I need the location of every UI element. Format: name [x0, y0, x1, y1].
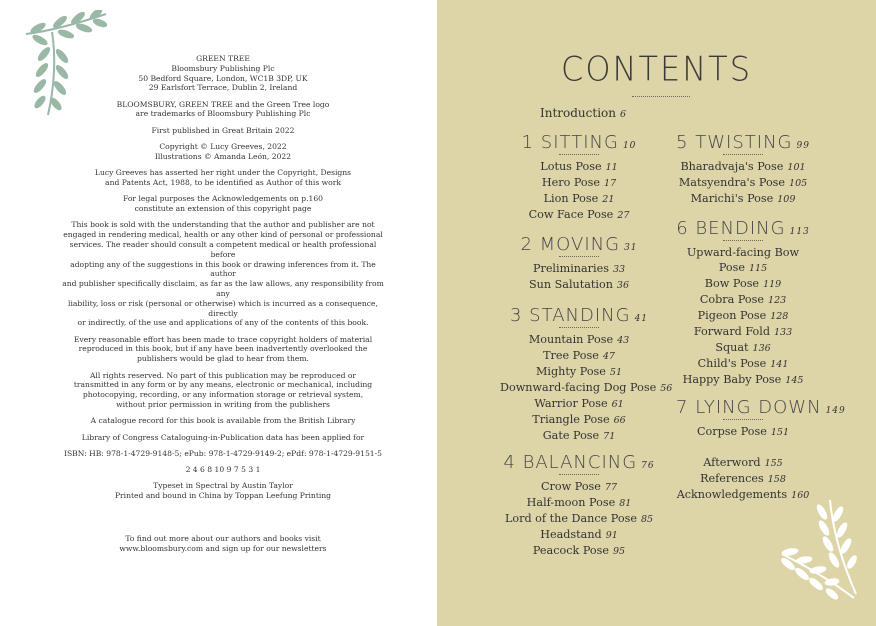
website-notice: To find out more about our authors and books visit www.bloomsbury.com and sign up for our newsletters [119, 534, 327, 553]
toc-entry[interactable]: Mountain Pose 43 [528, 333, 630, 346]
toc-entry[interactable]: Cobra Pose 123 [699, 293, 787, 306]
toc-section-sitting[interactable] [500, 132, 658, 223]
toc-entry[interactable]: Gate Pose 71 [542, 429, 616, 442]
section-heading: 2 MOVING 31 [520, 234, 638, 255]
contents-title: CONTENTS [560, 49, 753, 89]
publisher-address: GREEN TREE Bloomsbury Publishing Plc 50 Bedford Square, London, WC1B 3DP, UK 29 Earlsfort Terrace, Dublin 2, Ireland [138, 54, 308, 93]
print-line: 2 4 6 8 10 9 7 5 3 1 [185, 465, 261, 475]
toc-section-moving[interactable] [500, 234, 658, 293]
toc-entry[interactable]: Hero Pose 17 [541, 176, 617, 189]
toc-entry[interactable]: Preliminaries 33 [532, 262, 626, 275]
toc-entry[interactable]: Marichi's Pose 109 [690, 192, 796, 205]
disclaimer: This book is sold with the understanding that the author and publisher are not engaged in rendering medical, health or any other kind of personal or professional services. The reader should consult a competent medical or health professional before adopting any of the suggestions in this book or drawing inferences from it. The author and publisher specifically disclaim, as far as the law allows, any responsibility from any liability, loss or risk (personal or otherwise) which is incurred as a consequence, directly or indirectly, of the use and applications of any of the contents of this book. [62, 220, 384, 328]
typeset-notice: Typeset in Spectral by Austin Taylor Printed and bound in China by Toppan Leefung Printing [114, 481, 332, 501]
rights-reserved-notice: All rights reserved. No part of this publication may be reproduced or transmitted in any form or by any means, electronic or mechanical, including photocopying, recording, or any information storage or retrieval system, without prior permission in writing from the publishers [73, 370, 373, 409]
copyright-notice: Copyright © Lucy Greeves, 2022 Illustrations © Amanda León, 2022 [154, 142, 292, 161]
section-divider [559, 256, 599, 257]
toc-entry[interactable]: Crow Pose 77 [540, 480, 618, 493]
toc-entry[interactable]: Pigeon Pose 128 [697, 309, 789, 322]
toc-entry-introduction[interactable] [540, 106, 626, 120]
toc-entry[interactable]: Corpse Pose 151 [696, 425, 790, 438]
toc-entry[interactable]: Warrior Pose 61 [534, 397, 624, 410]
section-heading: 7 LYING DOWN 149 [676, 397, 846, 418]
section-heading: 4 BALANCING 76 [503, 452, 655, 473]
toc-entry[interactable]: Lotus Pose 11 [540, 160, 618, 173]
toc-section-balancing[interactable] [500, 452, 658, 559]
toc-entry[interactable]: Bow Pose 119 [704, 277, 782, 290]
toc-section-twisting[interactable] [676, 132, 810, 207]
toc-entry[interactable]: Downward-facing Dog Pose 56 [500, 381, 673, 394]
section-heading: 6 BENDING 113 [676, 218, 810, 239]
section-divider [559, 474, 599, 475]
moral-rights-notice: Lucy Greeves has asserted her right under the Copyright, Designs and Patents Act, 1988, to be identified as Author of this work [94, 168, 352, 187]
toc-section-bending[interactable] [676, 218, 810, 388]
section-heading: 1 SITTING 10 [521, 132, 637, 153]
section-heading: 5 TWISTING 99 [676, 132, 810, 153]
toc-entry[interactable]: Forward Fold 133 [693, 325, 793, 338]
toc-section-standing[interactable] [500, 305, 673, 444]
catalogue-record: A catalogue record for this book is available from the British Library [90, 416, 356, 426]
toc-entry[interactable]: Mighty Pose 51 [535, 365, 623, 378]
toc-entry[interactable]: Bharadvaja's Pose 101 [680, 160, 806, 173]
section-divider [723, 240, 763, 241]
copyright-page [0, 0, 437, 626]
toc-entry[interactable]: Happy Baby Pose 145 [682, 373, 804, 386]
toc-entry-label: Introduction [540, 106, 616, 120]
isbn-line: ISBN: HB: 978-1-4729-9148-5; ePub: 978-1-4729-9149-2; ePdf: 978-1-4729-9151-5 [63, 448, 383, 458]
toc-entry[interactable]: Matsyendra's Pose 105 [678, 176, 808, 189]
copyright-effort-notice: Every reasonable effort has been made to trace copyright holders of material reproduced in this book, but if any have been inadvertently overlooked the publishers would be glad to hear from them. [73, 334, 373, 364]
toc-entry[interactable]: Half-moon Pose 81 [526, 496, 632, 509]
section-divider [723, 154, 763, 155]
section-divider [723, 419, 763, 420]
section-divider [559, 154, 599, 155]
toc-entry[interactable]: Child's Pose 141 [697, 357, 789, 370]
toc-entry[interactable]: Headstand 91 [540, 528, 618, 541]
toc-entry[interactable]: Squat 136 [715, 341, 771, 354]
copyright-imprint [60, 54, 386, 507]
toc-entry[interactable]: Upward-facing Bow Pose 115 [686, 246, 800, 274]
toc-entry-afterword[interactable]: Afterword 155 [703, 456, 783, 469]
section-heading: 3 STANDING 41 [509, 305, 649, 326]
title-divider [632, 96, 690, 97]
trademark-notice: BLOOMSBURY, GREEN TREE and the Green Tree logo are trademarks of Bloomsbury Publishing Plc [116, 99, 330, 119]
toc-entry[interactable]: Lord of the Dance Pose 85 [504, 512, 654, 525]
toc-page-number: 6 [620, 109, 627, 120]
toc-entry[interactable]: Cow Face Pose 27 [528, 208, 630, 221]
toc-entry-references[interactable]: References 158 [700, 472, 786, 485]
fern-illustration [772, 494, 864, 604]
library-of-congress: Library of Congress Cataloguing-in-Publication data has been applied for [81, 432, 365, 442]
legal-notice: For legal purposes the Acknowledgements on p.160 constitute an extension of this copyright page [122, 194, 324, 214]
toc-entry-acknowledgements[interactable]: Acknowledgements 160 [676, 488, 810, 501]
section-divider [559, 327, 599, 328]
toc-entry[interactable]: Triangle Pose 66 [532, 413, 626, 426]
toc-section-lying-down[interactable] [676, 397, 846, 440]
first-published: First published in Great Britain 2022 [151, 125, 295, 135]
toc-entry[interactable]: Tree Pose 47 [543, 349, 615, 362]
toc-entry[interactable]: Lion Pose 21 [543, 192, 615, 205]
toc-entry[interactable]: Peacock Pose 95 [532, 544, 626, 557]
toc-entry[interactable]: Sun Salutation 36 [528, 278, 630, 291]
